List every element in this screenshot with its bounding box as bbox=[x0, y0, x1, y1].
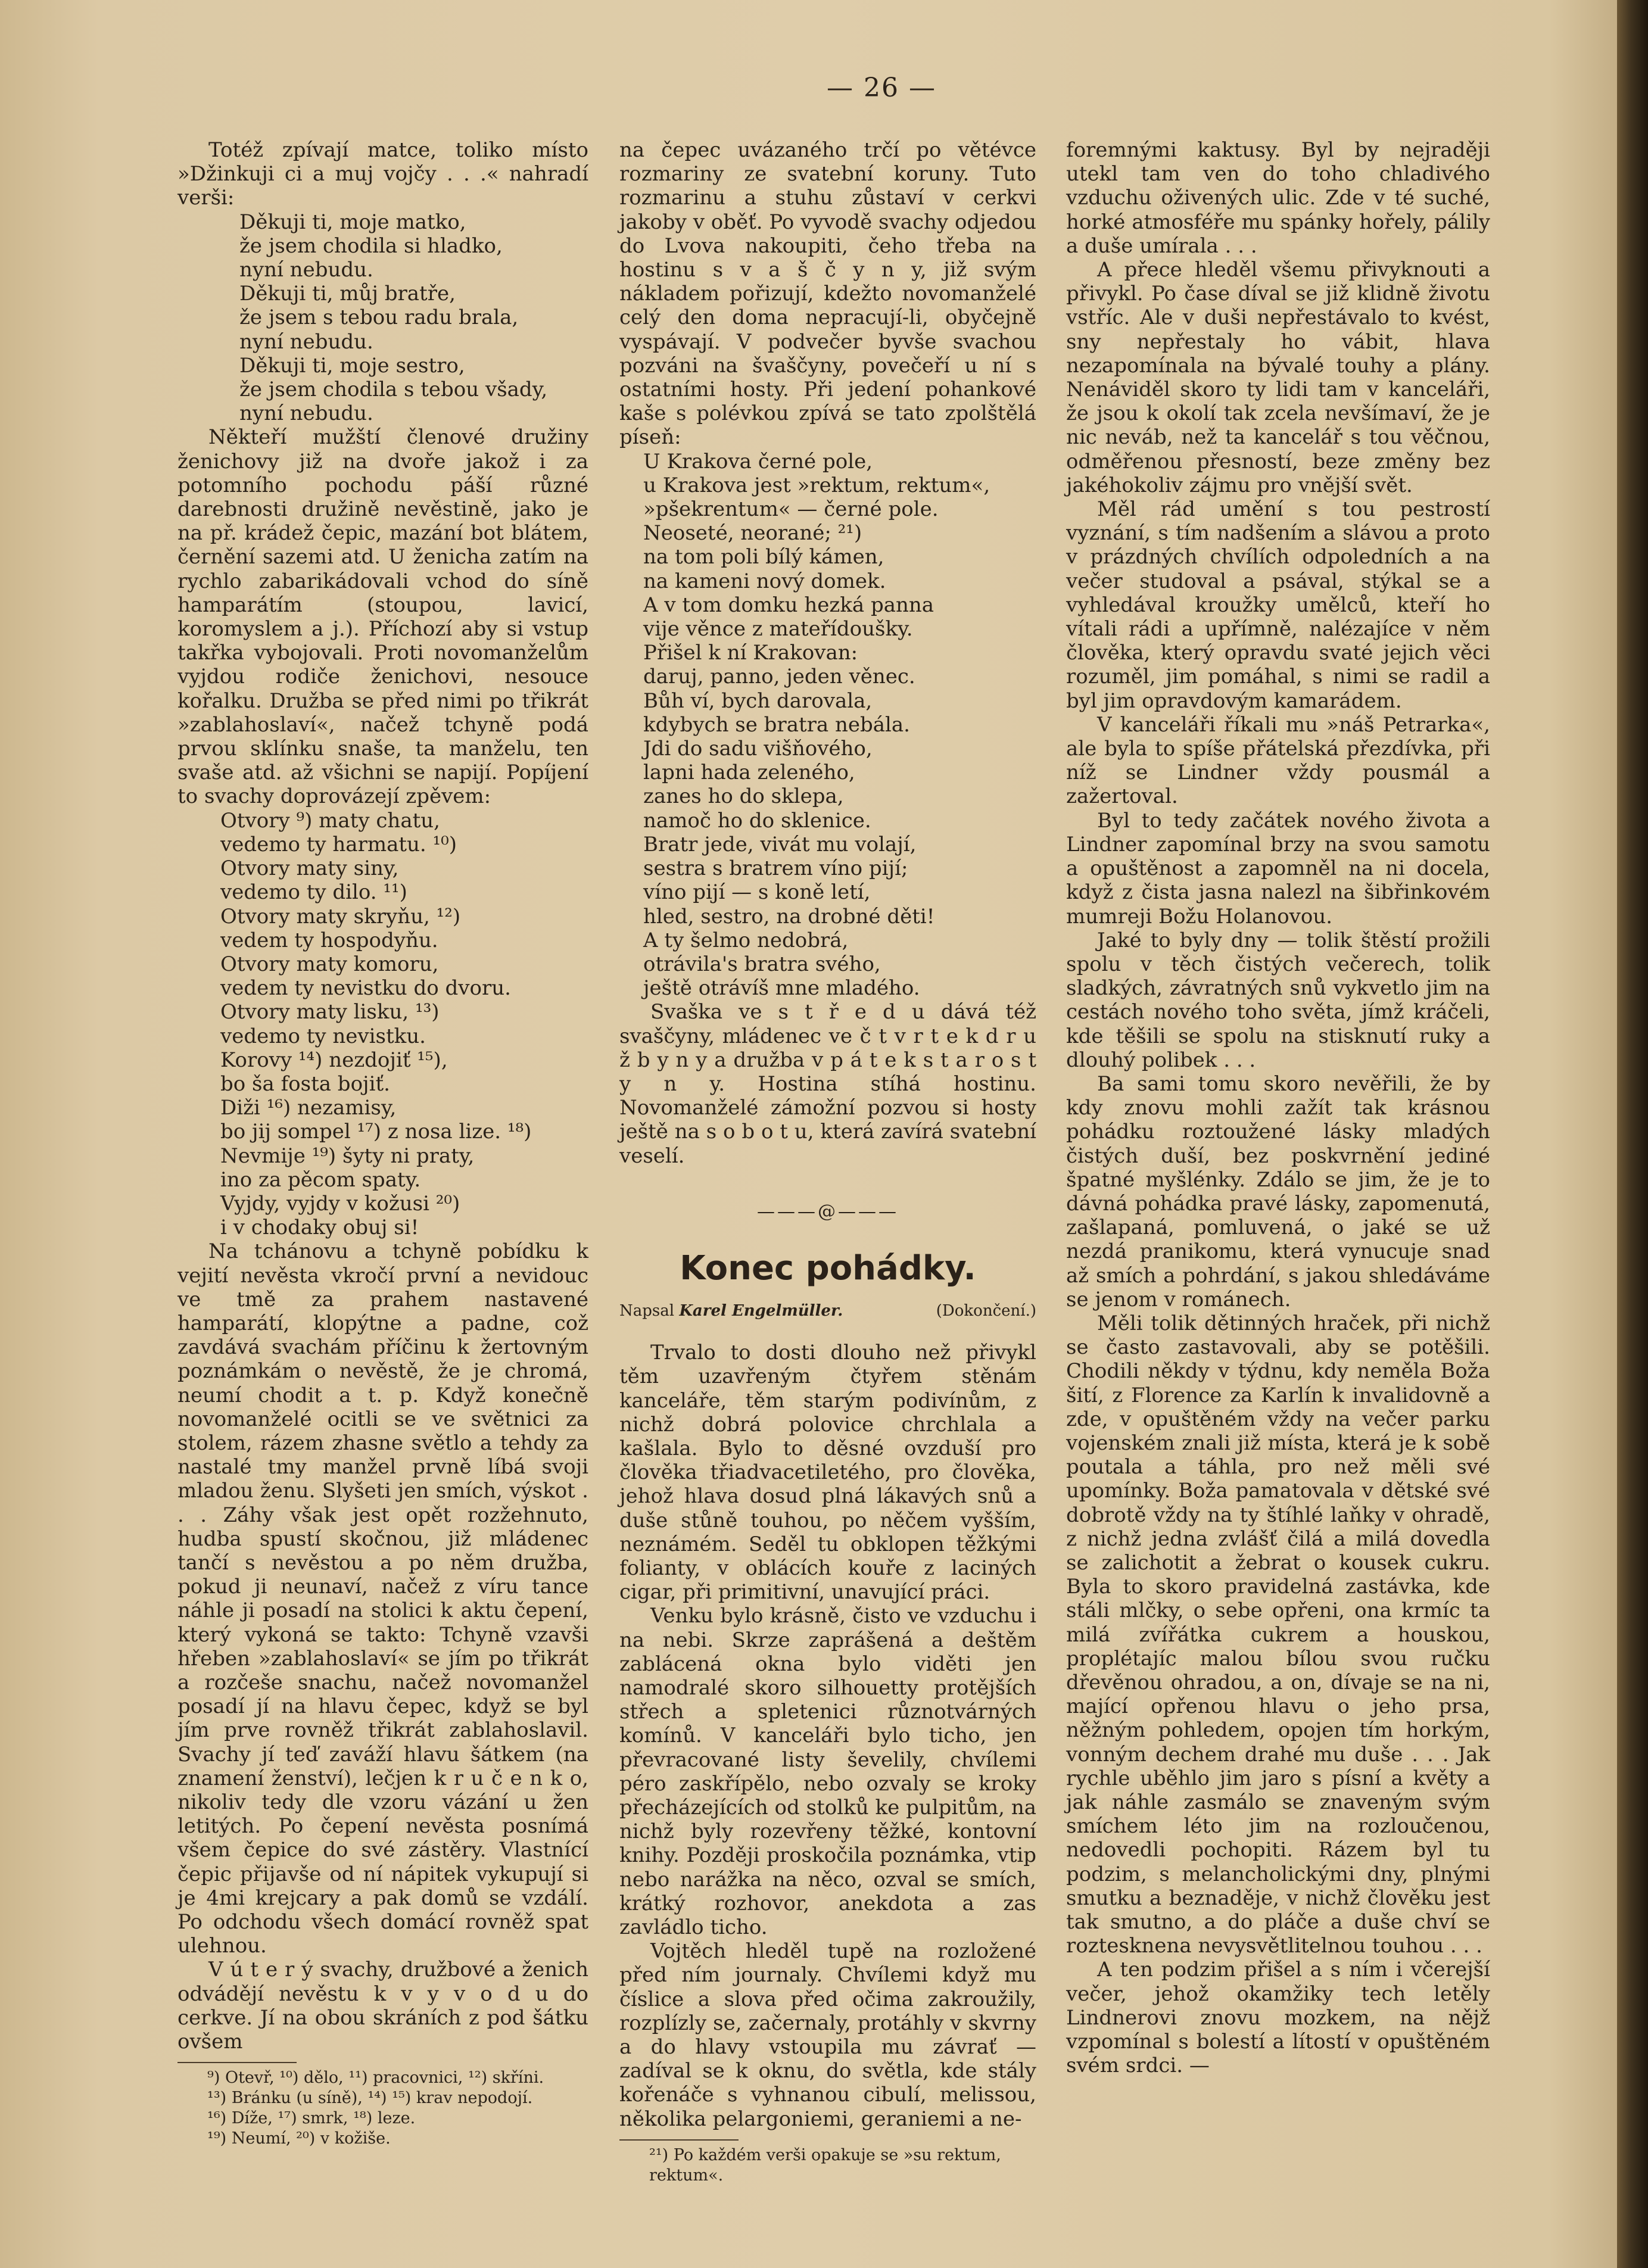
verse-line: Otvory maty skryňu, ¹²) bbox=[220, 904, 461, 929]
paragraph-vkancelari: V kanceláři říkali mu »náš Petrarka«, ale byla to spíše přátelská přezdívka, při níž se Lindner vždy pousmál a zažertoval. bbox=[1066, 712, 1490, 809]
verse-line: u Krakova jest »rektum, rektum«, bbox=[643, 473, 990, 497]
verse-line: Děkuji ti, můj bratře, bbox=[239, 282, 456, 306]
footnote-divider bbox=[177, 2062, 297, 2063]
paragraph-jake: Jaké to byly dny — tolik štěstí prožili spolu v těch čistých večerech, tolik sladkých, závratných snů vykvetlo jim na cestách nového toho světa, jímž kráčeli, kde těšili se spolu na stisknutí ruky a dlouhý polibek . . . bbox=[1066, 928, 1490, 1072]
page-number: — 26 — bbox=[827, 73, 936, 103]
paragraph-venku: Venku bylo krásně, čisto ve vzduchu i na nebi. Skrze zaprášená a deštěm zablácená okna bylo viděti jen namodralé skoro silhouetty protějších střech a spletenici různotvárných komínů. V kanceláři bylo ticho, jen převracované listy ševelily, chvílemi péro zaskřípělo, nebo ozvaly se kroky přecházejících od stolků ke pulpitům, na nichž byly rozevřeny těžké, kontovní knihy. Později proskočila poznámka, vtip nebo narážka na něco, ozval se smích, krátký rozhovor, anekdota a zas zavládlo ticho. bbox=[619, 1604, 1036, 1940]
verse-line: Neoseté, neorané; ²¹) bbox=[643, 521, 862, 546]
paragraph-cepec: na čepec uvázaného trčí po větévce rozmariny ze svatební koruny. Tuto rozmarinu a stuhu zůstaví v cerkvi jakoby v oběť. Po vyvodě svachy odjedou do Lvova nakoupiti, čeho třeba na hostinu s v a š č y n y, již svým nákladem pořizují, kdežto novomanželé celý den doma nepracují-li, obyčejně vyspávají. V podvečer byvše svachou pozváni na švaščyny, povečeří u ní s ostatními hosty. Při jedení pohankové kaše s polévkou zpívá se tato zpolštělá píseň: bbox=[619, 138, 1036, 450]
verse-line: vije věnce z mateřídoušky. bbox=[643, 617, 913, 641]
verse-line: nyní nebudu. bbox=[239, 329, 373, 354]
paragraph-aten: A ten podzim přišel a s ním i včerejší večer, jehož okamžiky tech letěly Lindnerovi znovu mozkem, na nějž vzpomínal s bolestí a lítostí v opuštěném svém srdci. — bbox=[1066, 1958, 1490, 2078]
byline-prefix: Napsal bbox=[619, 1301, 675, 1320]
verse-line: nyní nebudu. bbox=[239, 401, 373, 426]
verse-line: že jsem chodila s tebou všady, bbox=[239, 378, 548, 402]
verse-line: ino za pěcom spaty. bbox=[220, 1167, 421, 1192]
verse-line: že jsem chodila si hladko, bbox=[239, 233, 503, 258]
paragraph-byl: Byl to tedy začátek nového života a Lindner zapomínal brzy na svou samotu a opuštěnost a zapomněl na ni docela, když z čista jasna nalezl na šibřinkovém mumreji Božu Holanovou. bbox=[1066, 808, 1490, 929]
verse-line: A v tom domku hezká panna bbox=[643, 593, 934, 617]
verse-line: nyní nebudu. bbox=[239, 258, 373, 282]
verse-line: víno pijí — s koně letí, bbox=[643, 880, 871, 905]
verse-dekuji bbox=[177, 210, 588, 426]
verse-line: Otvory maty lisku, ¹³) bbox=[220, 1000, 440, 1024]
paragraph-tchanova: Na tchánovu a tchyně pobídku k vejití nevěsta vkročí první a nevidouc ve tmě za prahem nastavené hamparátí, klopýtne a padne, což zavdává svachám příčinu k žertovným poznámkám o nevěstě, že je chromá, neumí chodit a t. p. Když konečně novomanželé ocitli se ve světnici za stolem, rázem zhasne světlo a tehdy za nastalé tmy manžel prvně líbá svoji mladou ženu. Slyšeti jen smích, výskot . . . Záhy však jest opět rozžehnuto, hudba spustí skočnou, již mládenec tančí s nevěstou a po něm družba, pokud ji neunaví, načež z víru tance náhle ji posadí na stolici k aktu čepení, který vykoná se takto: Tchyně vzavši hřeben »zablahoslaví« se jím po třikrát a rozčeše snachu, načež novomanžel posadí jí na hlavu čepec, když se byl jím prve rovněž třikrát zablahoslavil. Svachy jí teď zaváží hlavu šátkem (na znamení ženství), lečjen k r u č e n k o, nikoliv tedy dle vzoru vázání u žen letitých. Po čepení nevěsta posnímá všem čepice do své zástěry. Vlastnící čepic přijavše od ní nápitek vykupují si je 4mi krejcary a pak domů se vzdálí. Po odchodu všech domácí rovněž spat ulehnou. bbox=[177, 1239, 588, 1958]
verse-line: vedemo ty dilo. ¹¹) bbox=[220, 880, 407, 905]
verse-line: U Krakova černé pole, bbox=[643, 449, 873, 473]
verse-line: na kameni nový domek. bbox=[643, 569, 886, 593]
byline-author-wrap bbox=[619, 1299, 843, 1323]
verse-krakova bbox=[619, 450, 1036, 1001]
byline-continuation: (Dokončení.) bbox=[936, 1301, 1036, 1320]
paragraph-basami: Ba sami tomu skoro nevěřili, že by kdy znovu mohli zažít tak krásnou pohádku roztoužené lásky mladých čistých duší, bez poskvrnění jediné špatné myšlénky. Zdálo se jim, že je to dávná pohádka pravé lásky, zapomenutá, zašlapaná, pomluvená, o jaké se už nezdá pranikomu, která vynucuje snad až smích a pohrdání, s jakou shledáváme se jenom v románech. bbox=[1066, 1071, 1490, 1311]
verse-line: Diži ¹⁶) nezamisy, bbox=[220, 1096, 397, 1120]
footnote: ⁹) Otevř, ¹⁰) dělo, ¹¹) pracovnici, ¹²) skříni. bbox=[207, 2068, 544, 2088]
byline-author: Karel Engelmüller. bbox=[679, 1301, 843, 1320]
footnote: ¹³) Bránku (u síně), ¹⁴) ¹⁵) krav nepodojí. bbox=[207, 2089, 533, 2108]
verse-line: Korovy ¹⁴) nezdojiť ¹⁵), bbox=[220, 1048, 448, 1072]
verse-line: Vyjdy, vyjdy v kožusi ²⁰) bbox=[220, 1191, 460, 1216]
verse-line: otrávila's bratra svého, bbox=[643, 952, 881, 976]
article-title: Konec pohádky. bbox=[680, 1248, 976, 1288]
verse-line: vedem ty nevistku do dvoru. bbox=[220, 976, 511, 1001]
verse-line: Otvory maty siny, bbox=[220, 856, 399, 881]
paragraph-intro: Totéž zpívají matce, toliko místo »Džinkuji ci a muj vojčy . . .« nahradí verši: bbox=[177, 138, 588, 210]
paragraph-druzina: Někteří mužští členové družiny ženichovy již na dvoře jakož i za potomního pochodu páší různé darebnosti družině nevěstině, jako je na př. krádež čepic, mazání bot blátem, černění sazemi atd. U ženicha zatím na rychlo zabarikádovali vchod do síně hamparátím (stoupou, lavicí, koromyslem a j.). Příchozí aby si vstup takřka vybojovali. Proti novomanželům vyjdou rodiče ženichovi, nesouce kořalku. Družba se před nimi po třikrát »zablahoslaví«, načež tchyně podá prvou sklínku snaše, ta manželu, ten svaše atd. až všichni se napijí. Popíjení to svachy doprovázejí zpěvem: bbox=[177, 425, 588, 809]
footnotes bbox=[177, 2068, 588, 2149]
verse-line: Přišel k ní Krakovan: bbox=[643, 641, 858, 665]
footnote-divider bbox=[619, 2139, 739, 2141]
verse-line: daruj, panno, jeden věnec. bbox=[643, 665, 915, 689]
verse-line: zanes ho do sklepa, bbox=[643, 784, 844, 809]
column-3 bbox=[1066, 138, 1490, 2077]
paragraph-meli: Měli tolik dětinných hraček, při nichž se často zastavovali, aby se potěšili. Chodili někdy v týdnu, kdy neměla Boža šití, z Florence za Karlín k invalidovně a zde, v opuštěném vždy na večer parku vojenském znali již místa, která je k sobě poutala a táhla, pro než měli své upomínky. Boža pamatovala v dětské své dobrotě vždy na ty štíhlé laňky v ohradě, z nichž jedna zvlášť čilá a milá dovedla se zalichotit a žebrat o kousek cukru. Byla to skoro pravidelná zastávka, kde stáli mlčky, o sebe opřeni, ona krmíc ta milá zvířátka cukrem a houskou, proplétajíc malou bílou svou ručku dřevěnou ohradou, a on, dívaje se na ni, mající opřenou hlavu o jeho prsa, něžným pohledem, opojen tím horkým, vonným dechem drahé mu duše . . . Jak rychle uběhlo jim jaro s písní a květy a jak náhle zasmálo se znaveným svým smíchem léto jim na rozloučenou, nedovedli pochopiti. Rázem byl tu podzim, s melancholickými dny, plnými smutku a beznaděje, v nichž člověku jest tak smutno, a do pláče a duše chví se roztesknena nevysvětlitelnou touhou . . . bbox=[1066, 1311, 1490, 1958]
paragraph-svaska: Svaška ve s t ř e d u dává též svaščyny, mládenec ve č t v r t e k d r u ž b y n y a družba v p á t e k s t a r o s t y n y. Hostina stíhá hostinu. Novomanželé zámožní pozvou si hosty ještě na s o b o t u, která zavírá svatební veselí. bbox=[619, 1000, 1036, 1168]
paragraph-trvalo: Trvalo to dosti dlouho než přivykl těm uzavřeným čtyřem stěnám kanceláře, těm starým podivínům, z nichž dobrá polovice chrchlala a kašlala. Bylo to děsné ovzduší pro člověka třiadvacetiletého, pro člověka, jehož hlava dosud plná lákavých snů a duše stůně touhou, po něčem vyšším, neznámém. Seděl tu obklopen těžkými folianty, v oblácích kouře z laciných cigar, při primitivní, unavující práci. bbox=[619, 1341, 1036, 1605]
verse-line: »pšekrentum« — černé pole. bbox=[643, 497, 939, 522]
verse-line: lapni hada zeleného, bbox=[643, 761, 855, 785]
verse-line: Nevmije ¹⁹) šyty ni praty, bbox=[220, 1144, 475, 1168]
paragraph-foremnymi: foremnými kaktusy. Byl by nejraději utekl tam ven do toho chladivého vzduchu oživených ulic. Zde v té suché, horké atmosféře mu spánky hořely, pálily a duše umírala . . . bbox=[1066, 138, 1490, 258]
column-1 bbox=[177, 138, 588, 2149]
footnote: ²¹) Po každém verši opakuje se »su rektum, rektum«. bbox=[649, 2145, 1001, 2185]
verse-line: Děkuji ti, moje sestro, bbox=[239, 353, 465, 378]
verse-line: vedem ty hospodyňu. bbox=[220, 928, 438, 952]
verse-line: na tom poli bílý kámen, bbox=[643, 545, 884, 569]
verse-line: i v chodaky obuj si! bbox=[220, 1216, 419, 1240]
verse-line: ještě otrávíš mne mladého. bbox=[643, 976, 920, 1001]
verse-line: vedemo ty nevistku. bbox=[220, 1024, 426, 1048]
page-edge-shadow bbox=[1617, 0, 1648, 2268]
footnote: ¹⁹) Neumí, ²⁰) v kožiše. bbox=[207, 2129, 391, 2148]
verse-line: bo jij sompel ¹⁷) z nosa lize. ¹⁸) bbox=[220, 1120, 532, 1144]
verse-line: Bůh ví, bych darovala, bbox=[643, 688, 873, 713]
paragraph-vojtech: Vojtěch hleděl tupě na rozložené před ním journaly. Chvílemi když mu číslice a slova před očima zakroužily, rozplízly se, začernaly, protáhly v skvrny a do hlavy vstoupila mu závrať — zadíval se k oknu, do světla, kde stály kořenáče s vyhnanou cibulí, melissou, několika pelargoniemi, geraniemi a ne- bbox=[619, 1939, 1036, 2131]
verse-line: A ty šelmo nedobrá, bbox=[643, 928, 849, 952]
verse-line: Děkuji ti, moje matko, bbox=[239, 210, 466, 234]
verse-line: že jsem s tebou radu brala, bbox=[239, 306, 519, 330]
verse-line: namoč ho do sklenice. bbox=[643, 808, 871, 833]
section-separator: ———@——— bbox=[757, 1201, 899, 1222]
verse-line: Otvory ⁹) maty chatu, bbox=[220, 808, 440, 833]
byline bbox=[619, 1299, 1036, 1323]
verse-otvory bbox=[177, 809, 588, 1240]
verse-line: Bratr jede, vivát mu volají, bbox=[643, 832, 917, 856]
verse-line: sestra s bratrem víno pijí; bbox=[643, 856, 908, 881]
verse-line: Otvory maty komoru, bbox=[220, 952, 439, 976]
footnote: ¹⁶) Díže, ¹⁷) smrk, ¹⁸) leze. bbox=[207, 2109, 416, 2128]
paragraph-utery: V ú t e r ý svachy, družbové a ženich odvádějí nevěstu k v y v o d u do cerkve. Jí na obou skráních z pod šátku ovšem bbox=[177, 1958, 588, 2054]
verse-line: hled, sestro, na drobné děti! bbox=[643, 904, 935, 929]
verse-line: vedemo ty harmatu. ¹⁰) bbox=[220, 832, 457, 856]
paragraph-mel: Měl rád umění s tou pestrostí vyznání, s tím nadšením a slávou a proto v prázdných chvílích odpoledních a na večer studoval a psával, stýkal se a vyhledával kroužky umělců, kteří ho vítali rádi a upřímně, nalézajíce v něm člověka, který opravdu svaté jejich věci rozuměl, jim pomáhal, s nimi se radil a byl jim opravdovým kamarádem. bbox=[1066, 497, 1490, 713]
verse-line: Jdi do sadu višňového, bbox=[643, 737, 873, 761]
verse-line: kdybych se bratra nebála. bbox=[643, 712, 910, 737]
column-2 bbox=[619, 138, 1036, 2186]
verse-line: bo ša fosta bojiť. bbox=[220, 1071, 390, 1096]
paragraph-apece: A přece hleděl všemu přivyknouti a přivykl. Po čase díval se již klidně životu vstříc. Ale v duši nepřestávalo to kvést, sny nepřestaly ho vábit, hlava nezapomínala na bývalé touhy a plány. Nenáviděl skoro ty lidi tam v kanceláři, že jsou k okolí tak zcela nevšímaví, že je nic neváb, než ta kancelář s tou věčnou, odměřenou přesností, beze změny bez jakéhokoliv zájmu pro vnější svět. bbox=[1066, 258, 1490, 497]
